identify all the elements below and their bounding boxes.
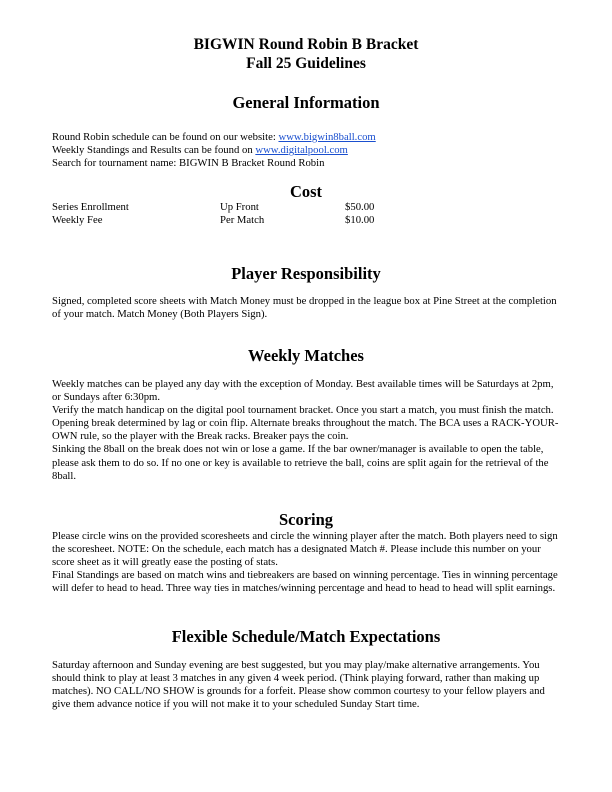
cost-when: Per Match	[220, 214, 265, 227]
digitalpool-website-link[interactable]: www.digitalpool.com	[255, 144, 348, 157]
website-line	[52, 131, 560, 144]
bigwin-website-link[interactable]: www.bigwin8ball.com	[278, 131, 376, 143]
cost-item: Series Enrollment	[52, 201, 129, 213]
flexible-schedule-heading: Flexible Schedule/Match Expectations	[171, 627, 441, 646]
website-line-text: Round Robin schedule can be found on our website:	[52, 131, 279, 143]
scoring-heading: Scoring	[278, 510, 334, 529]
cost-item: Weekly Fee	[52, 214, 103, 227]
scoring-paragraph-standings: Final Standings are based on match wins and tiebreakers are based on winning percentage. Ties in winning percentage will defer to head to head. Three way ties in matches/winning percentage and head to head to head will split earnings.	[52, 569, 558, 595]
weekly-matches-heading: Weekly Matches	[248, 346, 364, 365]
weekly-paragraph-handicap: Verify the match handicap on the digital pool tournament bracket. Once you start a match, you must finish the match.	[52, 404, 554, 417]
cost-row-enrollment	[52, 201, 412, 214]
scoring-paragraph-scoresheets: Please circle wins on the provided scoresheets and circle the winning player after the match. Both players need to sign the scoresheet. NOTE: On the schedule, each match has a designated Match #. Please include this number on your score sheet as it will greatly ease the posting of stats.	[52, 530, 558, 569]
general-information-heading: General Information	[232, 93, 380, 112]
scoring-section	[52, 530, 560, 595]
standings-line	[52, 144, 560, 157]
document-title	[0, 35, 612, 73]
player-responsibility-section	[52, 295, 560, 321]
cost-table	[52, 201, 412, 227]
cost-row-weekly-fee	[52, 214, 412, 227]
weekly-matches-section	[52, 378, 560, 483]
cost-when: Up Front	[220, 201, 259, 213]
cost-heading: Cost	[289, 182, 323, 201]
flexible-schedule-section	[52, 659, 560, 711]
title-line-2: Fall 25 Guidelines	[246, 55, 366, 72]
title-line-1: BIGWIN Round Robin B Bracket	[193, 36, 419, 53]
cost-amount: $10.00	[345, 214, 375, 227]
player-responsibility-heading: Player Responsibility	[231, 264, 381, 283]
flexible-schedule-text: Saturday afternoon and Sunday evening are best suggested, but you may play/make alternative arrangements. You should think to play at least 3 matches in any given 4 week period. (Think playing forward, rather than making up matches). NO CALL/NO SHOW is grounds for a forfeit. Please show common courtesy to your fellow players and give them advance notice if you will not make it to your scheduled Sunday Start time.	[52, 659, 545, 711]
cost-amount: $50.00	[345, 201, 375, 213]
tournament-name-line: Search for tournament name: BIGWIN B Bracket Round Robin	[52, 157, 325, 170]
weekly-paragraph-days: Weekly matches can be played any day with the exception of Monday. Best available times will be Saturdays at 2pm, or Sundays after 6:30pm.	[52, 378, 554, 404]
weekly-paragraph-break: Opening break determined by lag or coin flip. Alternate breaks throughout the match. The BCA uses a RACK-YOUR-OWN rule, so the player with the Break racks. Breaker pays the coin.	[52, 417, 559, 443]
weekly-paragraph-8ball: Sinking the 8ball on the break does not win or lose a game. If the bar owner/manager is available to open the table, please ask them to do so. If no one or key is available to retrieve the ball, coins are split again for the retrieval of the 8ball.	[52, 443, 549, 482]
standings-line-text: Weekly Standings and Results can be found on	[52, 144, 256, 157]
responsibility-text: Signed, completed score sheets with Match Money must be dropped in the league box at Pine Street at the completion of your match. Match Money (Both Players Sign).	[52, 295, 557, 321]
general-information-section	[52, 131, 560, 170]
